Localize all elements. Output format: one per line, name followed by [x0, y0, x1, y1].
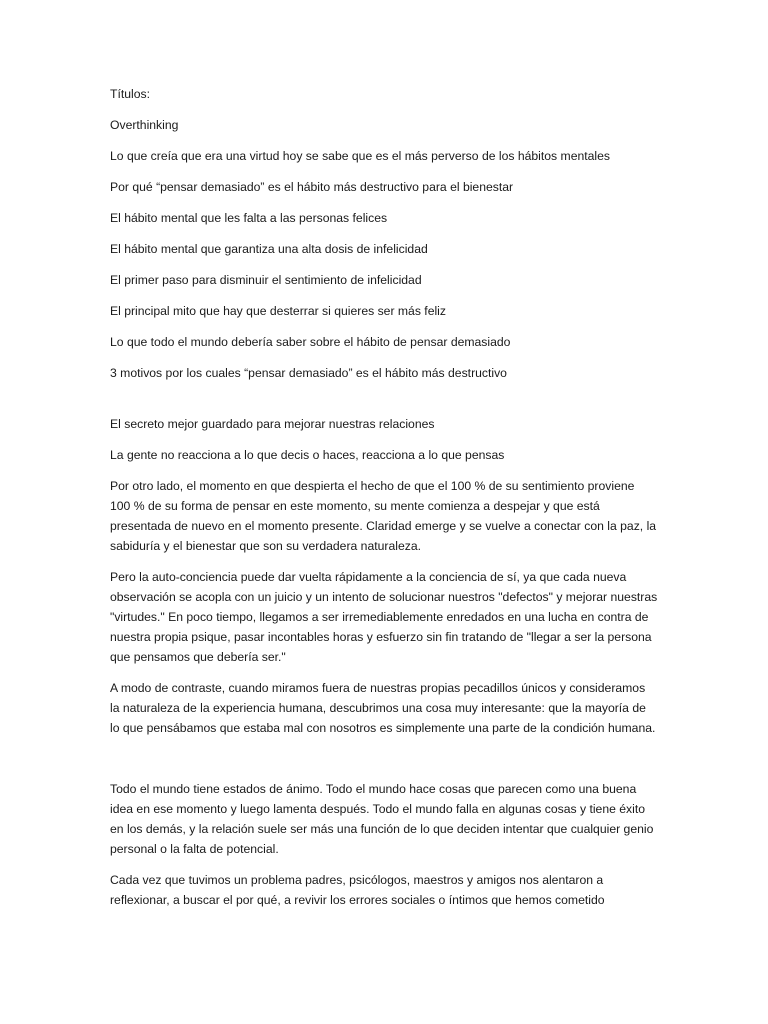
- title-item: El principal mito que hay que desterrar si quieres ser más feliz: [110, 304, 446, 318]
- paragraph: La gente no reacciona a lo que decis o haces, reacciona a lo que pensas: [110, 448, 505, 462]
- title-item: El primer paso para disminuir el sentimiento de infelicidad: [110, 273, 422, 287]
- title-item: El hábito mental que garantiza una alta dosis de infelicidad: [110, 242, 428, 256]
- section-heading: El secreto mejor guardado para mejorar nuestras relaciones: [110, 417, 435, 431]
- paragraph: Por otro lado, el momento en que despierta el hecho de que el 100 % de su sentimiento proviene 100 % de su forma de pensar en este momento, su mente comienza a despejar y que está presentada de nuevo en el momento presente. Claridad emerge y se vuelve a conectar con la paz, la sabiduría y el bienestar que son su verdadera naturaleza.: [110, 479, 657, 553]
- title-item: Lo que creía que era una virtud hoy se sabe que es el más perverso de los hábitos mentales: [110, 149, 610, 163]
- title-item: El hábito mental que les falta a las personas felices: [110, 211, 388, 225]
- title-item: 3 motivos por los cuales “pensar demasiado” es el hábito más destructivo: [110, 366, 507, 380]
- paragraph: Pero la auto-conciencia puede dar vuelta rápidamente a la conciencia de sí, ya que cada nueva observación se acopla con un juicio y un intento de solucionar nuestros "defectos" y mejorar nuestras "virtudes." En poco tiempo, llegamos a ser irremediablemente enredados en una lucha en contra de nuestra propia psique, pasar incontables horas y esfuerzo sin fin tratando de "llegar a ser la persona que pensamos que debería ser.": [110, 570, 658, 664]
- document-body: [110, 84, 658, 921]
- title-item: Lo que todo el mundo debería saber sobre el hábito de pensar demasiado: [110, 335, 511, 349]
- paragraph: A modo de contraste, cuando miramos fuera de nuestras propias pecadillos únicos y consideramos la naturaleza de la experiencia humana, descubrimos una cosa muy interesante: que la mayoría de lo que pensábamos que estaba mal con nosotros es simplemente una parte de la condición humana.: [110, 681, 656, 735]
- title-item: Overthinking: [110, 118, 179, 132]
- titles-label: Títulos:: [110, 87, 150, 101]
- paragraph: Todo el mundo tiene estados de ánimo. Todo el mundo hace cosas que parecen como una buena idea en ese momento y luego lamenta después. Todo el mundo falla en algunas cosas y tiene éxito en los demás, y la relación suele ser más una función de lo que deciden intentar que cualquier genio personal o la falta de potencial.: [110, 782, 654, 856]
- title-item: Por qué “pensar demasiado” es el hábito más destructivo para el bienestar: [110, 180, 514, 194]
- paragraph: Cada vez que tuvimos un problema padres, psicólogos, maestros y amigos nos alentaron a reflexionar, a buscar el por qué, a revivir los errores sociales o íntimos que hemos cometido: [110, 873, 605, 907]
